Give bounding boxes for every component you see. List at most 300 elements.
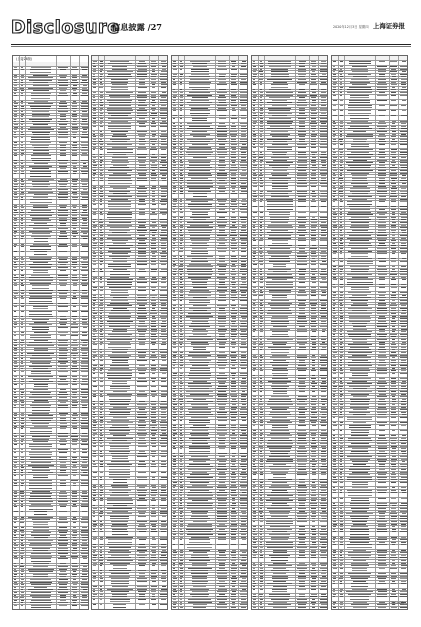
table-cell-text xyxy=(58,67,68,68)
table-cell-text xyxy=(173,134,175,135)
table-cell-text xyxy=(253,313,256,314)
table-cell-text xyxy=(173,365,175,366)
table-cell-text xyxy=(232,604,235,605)
table-cell-text xyxy=(137,500,146,501)
table-cell-text xyxy=(179,269,183,270)
table-cell-text xyxy=(271,308,289,309)
table-cell-text xyxy=(231,482,236,483)
table-cell-text xyxy=(14,262,16,263)
table-cell-text xyxy=(161,409,166,410)
table-cell-text xyxy=(161,578,167,579)
table-cell-text xyxy=(21,290,24,291)
table-cell-text xyxy=(298,448,307,449)
table-cell-text xyxy=(241,201,247,202)
table-cell-text xyxy=(72,550,77,551)
table-cell-text xyxy=(270,219,290,220)
table-cell-text xyxy=(253,271,256,272)
table-cell-text xyxy=(93,563,96,564)
table-cell-text xyxy=(162,66,166,67)
table-cell-text xyxy=(34,251,47,252)
table-cell-text xyxy=(110,601,130,602)
table-cell-text xyxy=(322,414,326,415)
table-cell-text xyxy=(100,500,103,501)
table-cell-text xyxy=(33,574,49,575)
table-cell-text xyxy=(217,131,227,132)
table-cell-text xyxy=(29,342,52,343)
table-cell-text xyxy=(82,511,86,512)
table-cell-text xyxy=(100,295,102,296)
table-cell-text xyxy=(218,201,225,202)
table-cell-text xyxy=(218,269,226,270)
table-cell-text xyxy=(268,310,291,311)
table-cell-text xyxy=(189,464,210,465)
table-cell-text xyxy=(72,361,77,362)
table-cell-text xyxy=(21,124,23,125)
table-cell-text xyxy=(112,136,127,137)
table-cell-text xyxy=(14,324,17,325)
table-cell-text xyxy=(240,375,248,376)
table-cell-text xyxy=(173,414,177,415)
table-cell-text xyxy=(93,230,95,231)
table-cell-text xyxy=(180,326,183,327)
table-cell-text xyxy=(311,399,317,400)
table-cell-text xyxy=(113,565,127,566)
table-cell-text xyxy=(21,384,23,385)
table-cell-text xyxy=(151,472,156,473)
table-cell-text xyxy=(112,66,128,67)
table-cell-text xyxy=(59,532,67,533)
table-cell-text xyxy=(260,271,262,272)
table-row xyxy=(92,135,167,136)
table-cell-text xyxy=(72,80,77,81)
table-cell-text xyxy=(231,243,237,244)
table-cell-text xyxy=(191,323,209,324)
table-cell-text xyxy=(180,568,183,569)
table-cell-text xyxy=(100,290,103,291)
table-row xyxy=(92,580,167,581)
table-cell-text xyxy=(180,321,182,322)
table-cell-text xyxy=(151,287,155,288)
table-cell-text xyxy=(191,69,209,70)
table-cell-text xyxy=(192,407,208,408)
table-cell-text xyxy=(81,470,88,471)
table-cell-text xyxy=(161,498,167,499)
table-cell-text xyxy=(189,302,210,303)
table-cell-text xyxy=(267,446,292,447)
table-cell-text xyxy=(219,490,225,491)
table-cell-text xyxy=(112,349,128,350)
table-cell-text xyxy=(160,336,166,337)
table-cell-text xyxy=(72,433,76,434)
table-cell-text xyxy=(83,558,87,559)
table-cell-text xyxy=(219,118,226,119)
table-cell-text xyxy=(111,300,128,301)
table-cell-text xyxy=(139,141,146,142)
table-cell-text xyxy=(108,344,131,345)
table-cell-text xyxy=(108,183,132,184)
table-cell-text xyxy=(241,230,246,231)
table-cell-text xyxy=(81,236,88,237)
table-cell-text xyxy=(14,394,16,395)
table-cell-text xyxy=(180,212,183,213)
table-cell-text xyxy=(311,443,315,444)
table-cell-text xyxy=(321,230,326,231)
table-cell-text xyxy=(321,92,326,93)
table-cell-text xyxy=(82,462,87,463)
table-cell-text xyxy=(137,121,147,122)
table-cell-text xyxy=(138,316,146,317)
table-cell-text xyxy=(187,102,212,103)
table-cell-text xyxy=(93,581,95,582)
table-cell-text xyxy=(219,74,226,75)
table-cell-text xyxy=(73,449,77,450)
table-cell-text xyxy=(139,305,145,306)
table-cell-text xyxy=(113,261,127,262)
table-cell-text xyxy=(139,165,146,166)
table-cell-text xyxy=(139,118,145,119)
table-cell-text xyxy=(73,147,77,148)
table-cell-text xyxy=(93,547,95,548)
table-cell-text xyxy=(21,600,24,601)
table-cell-text xyxy=(14,397,17,398)
table-cell-text xyxy=(190,238,210,239)
table-cell-text xyxy=(82,88,87,89)
table-cell-text xyxy=(29,418,53,419)
table-cell-text xyxy=(161,391,167,392)
table-cell-text xyxy=(321,113,326,114)
table-cell-text xyxy=(81,348,89,349)
table-cell-text xyxy=(266,282,292,283)
table-cell-text xyxy=(93,277,97,278)
table-cell-text xyxy=(151,401,156,402)
table-cell-text xyxy=(241,295,246,296)
table-cell-text xyxy=(81,420,89,421)
table-cell-text xyxy=(110,433,129,434)
table-cell-text xyxy=(241,147,247,148)
table-row xyxy=(252,130,327,131)
table-cell-text xyxy=(14,75,16,76)
table-cell-text xyxy=(188,383,211,384)
table-cell-text xyxy=(240,438,247,439)
table-cell-text xyxy=(193,607,206,608)
table-cell-text xyxy=(241,105,246,106)
table-cell-text xyxy=(81,436,88,437)
table-cell-text xyxy=(231,529,237,530)
table-cell-text xyxy=(240,297,247,298)
table-cell-text xyxy=(190,209,210,210)
table-cell-text xyxy=(312,355,316,356)
table-cell-text xyxy=(231,568,237,569)
table-cell-text xyxy=(173,404,176,405)
table-cell-text xyxy=(82,127,88,128)
table-cell-text xyxy=(242,274,246,275)
table-cell-text xyxy=(253,232,255,233)
table-cell-text xyxy=(152,110,156,111)
table-cell-text xyxy=(138,466,146,467)
table-row xyxy=(13,573,88,574)
table-cell-text xyxy=(93,126,96,127)
table-cell-text xyxy=(33,368,48,369)
table-cell-text xyxy=(160,443,167,444)
table-cell-text xyxy=(60,415,67,416)
table-cell-text xyxy=(100,277,102,278)
table-cell-text xyxy=(219,407,225,408)
table-cell-text xyxy=(60,127,66,128)
table-cell-text xyxy=(73,483,76,484)
table-cell-text xyxy=(160,79,167,80)
table-cell-text xyxy=(189,165,210,166)
table-cell-text xyxy=(160,271,167,272)
table-cell-text xyxy=(112,360,128,361)
table-cell-text xyxy=(173,477,175,478)
table-cell-text xyxy=(242,404,246,405)
table-cell-text xyxy=(150,357,156,358)
table-cell-text xyxy=(21,480,24,481)
table-cell-text xyxy=(21,452,23,453)
table-cell-text xyxy=(321,399,327,400)
table-cell-text xyxy=(192,258,207,259)
table-cell-text xyxy=(240,482,248,483)
table-cell-text xyxy=(139,144,146,145)
table-cell-text xyxy=(298,258,306,259)
table-cell-text xyxy=(81,142,87,143)
table-cell-text xyxy=(14,402,17,403)
table-row xyxy=(13,576,88,577)
table-cell-text xyxy=(270,217,290,218)
table-cell-text xyxy=(93,414,96,415)
table-cell-text xyxy=(298,438,305,439)
table-row xyxy=(92,276,167,277)
table-cell-text xyxy=(58,361,69,362)
table-cell-text xyxy=(272,100,286,101)
table-cell-text xyxy=(100,550,102,551)
table-cell-text xyxy=(31,275,50,276)
table-cell-text xyxy=(81,168,87,169)
table-cell-text xyxy=(180,199,182,200)
table-cell-text xyxy=(137,404,147,405)
table-cell-text xyxy=(60,428,66,429)
table-cell-text xyxy=(162,339,166,340)
table-cell-text xyxy=(173,256,176,257)
table-cell-text xyxy=(73,602,76,603)
table-cell-text xyxy=(100,461,103,462)
table-row xyxy=(13,167,88,168)
table-cell-text xyxy=(21,485,23,486)
table-cell-text xyxy=(231,505,237,506)
table-cell-text xyxy=(173,604,176,605)
table-cell-text xyxy=(162,165,166,166)
table-cell-text xyxy=(271,87,288,88)
table-cell-text xyxy=(28,517,53,518)
table-cell-text xyxy=(218,97,226,98)
table-cell-text xyxy=(272,342,287,343)
table-cell-text xyxy=(21,506,23,507)
table-cell-text xyxy=(14,101,16,102)
table-cell-text xyxy=(321,235,326,236)
table-cell-text xyxy=(311,76,317,77)
table-cell-text xyxy=(312,396,316,397)
table-cell-text xyxy=(242,565,246,566)
table-cell-text xyxy=(93,394,96,395)
table-cell-text xyxy=(161,282,166,283)
table-cell-text xyxy=(260,264,263,265)
table-cell-text xyxy=(321,446,326,447)
table-cell-text xyxy=(21,80,23,81)
table-cell-text xyxy=(253,201,256,202)
table-cell-text xyxy=(271,321,289,322)
table-cell-text xyxy=(231,531,236,532)
table-cell-text xyxy=(60,207,66,208)
table-cell-text xyxy=(32,355,50,356)
table-cell-text xyxy=(34,511,47,512)
table-cell-text xyxy=(60,155,65,156)
table-cell-text xyxy=(160,505,167,506)
table-cell-text xyxy=(93,427,96,428)
table-row xyxy=(252,362,327,363)
table-cell-text xyxy=(82,597,87,598)
table-cell-text xyxy=(240,300,248,301)
table-cell-text xyxy=(72,163,77,164)
table-cell-text xyxy=(193,425,206,426)
table-cell-text xyxy=(173,290,175,291)
table-cell-text xyxy=(253,420,255,421)
table-cell-text xyxy=(267,102,292,103)
table-cell-text xyxy=(311,388,317,389)
table-cell-text xyxy=(190,394,209,395)
table-cell-text xyxy=(29,459,53,460)
table-cell-text xyxy=(271,71,288,72)
table-cell-text xyxy=(82,355,86,356)
table-cell-text xyxy=(93,61,97,62)
table-cell-text xyxy=(81,103,89,104)
table-cell-text xyxy=(260,451,262,452)
table-cell-text xyxy=(242,469,246,470)
table-cell-text xyxy=(72,103,77,104)
table-cell-text xyxy=(231,160,237,161)
table-cell-text xyxy=(139,524,145,525)
table-cell-text xyxy=(188,191,211,192)
table-cell-text xyxy=(322,292,326,293)
table-cell-text xyxy=(100,271,103,272)
table-cell-text xyxy=(72,600,77,601)
table-cell-text xyxy=(241,342,247,343)
table-cell-text xyxy=(190,474,209,475)
newspaper-name: 上海证券报 xyxy=(373,22,405,30)
table-row xyxy=(92,133,167,134)
table-cell-text xyxy=(31,98,51,99)
table-cell-text xyxy=(241,394,247,395)
table-cell-text xyxy=(267,339,293,340)
table-cell-text xyxy=(100,227,102,228)
table-cell-text xyxy=(60,423,67,424)
table-cell-text xyxy=(218,503,227,504)
table-cell-text xyxy=(151,157,157,158)
table-cell-text xyxy=(21,184,24,185)
table-cell-text xyxy=(14,389,16,390)
table-cell-text xyxy=(321,295,326,296)
table-cell-text xyxy=(99,513,103,514)
table-cell-text xyxy=(100,297,103,298)
table-cell-text xyxy=(180,347,182,348)
table-cell-text xyxy=(21,132,23,133)
table-cell-text xyxy=(81,215,88,216)
table-cell-text xyxy=(82,75,86,76)
table-cell-text xyxy=(232,209,236,210)
table-cell-text xyxy=(109,409,131,410)
table-cell-text xyxy=(21,517,24,518)
table-cell-text xyxy=(187,534,213,535)
table-cell-text xyxy=(151,550,155,551)
table-cell-text xyxy=(187,477,213,478)
table-cell-text xyxy=(152,461,155,462)
table-cell-text xyxy=(240,453,247,454)
table-cell-text xyxy=(272,175,287,176)
table-cell-text xyxy=(72,407,77,408)
table-cell-text xyxy=(151,323,156,324)
table-cell-text xyxy=(253,95,257,96)
table-cell-text xyxy=(320,362,328,363)
table-cell-text xyxy=(311,79,315,80)
table-cell-text xyxy=(180,300,182,301)
table-row xyxy=(13,521,88,522)
table-cell-text xyxy=(271,196,289,197)
table-cell-text xyxy=(180,511,183,512)
table-cell-text xyxy=(190,370,210,371)
table-cell-text xyxy=(161,414,166,415)
table-cell-text xyxy=(298,100,306,101)
table-cell-text xyxy=(240,563,248,564)
table-cell-text xyxy=(137,537,147,538)
table-cell-text xyxy=(30,543,51,544)
table-cell-text xyxy=(109,451,130,452)
table-cell-text xyxy=(232,323,235,324)
table-cell-text xyxy=(321,271,325,272)
table-cell-text xyxy=(311,193,316,194)
table-cell-text xyxy=(240,290,247,291)
table-cell-text xyxy=(269,292,291,293)
table-cell-text xyxy=(14,348,17,349)
table-cell-text xyxy=(231,295,236,296)
table-cell-text xyxy=(21,173,24,174)
table-cell-text xyxy=(173,274,176,275)
table-cell-text xyxy=(93,154,95,155)
table-cell-text xyxy=(21,413,24,414)
table-cell-text xyxy=(297,399,307,400)
table-cell-text xyxy=(100,238,103,239)
table-cell-text xyxy=(14,441,17,442)
table-cell-text xyxy=(14,579,16,580)
table-cell-text xyxy=(180,152,182,153)
table-cell-text xyxy=(14,449,16,450)
table-cell-text xyxy=(14,150,17,151)
table-cell-text xyxy=(71,327,77,328)
table-cell-text xyxy=(72,233,78,234)
table-cell-text xyxy=(180,188,183,189)
table-cell-text xyxy=(58,111,69,112)
table-row xyxy=(252,375,327,376)
table-cell-text xyxy=(137,490,147,491)
table-cell-text xyxy=(151,329,157,330)
table-cell-text xyxy=(107,305,132,306)
table-cell-text xyxy=(231,485,236,486)
table-cell-text xyxy=(297,173,307,174)
table-cell-text xyxy=(253,178,255,179)
table-cell-text xyxy=(81,199,89,200)
table-cell-text xyxy=(173,310,176,311)
table-cell-text xyxy=(253,115,256,116)
table-cell-text xyxy=(100,464,103,465)
table-cell-text xyxy=(160,370,167,371)
